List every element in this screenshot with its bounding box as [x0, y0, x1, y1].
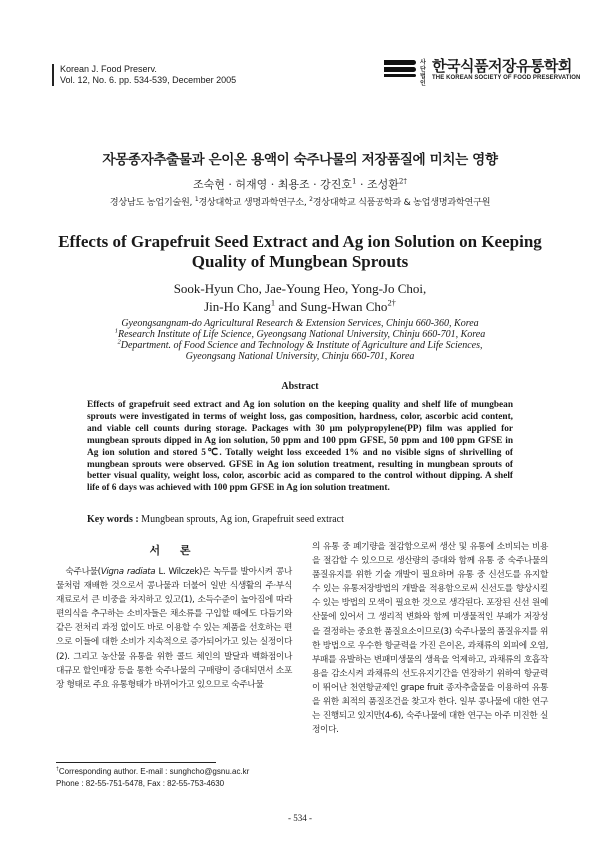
society-small-label: 사단법인	[420, 59, 426, 87]
keywords: Key words : Mungbean sprouts, Ag ion, Grapefruit seed extract	[87, 514, 344, 525]
english-authors: Sook-Hyun Cho, Jae-Young Heo, Yong-Jo Choi, Jin-Ho Kang$^1$ and Sung-Hwan Cho$^{2\dagger}$	[173, 281, 427, 314]
korean-affiliations: 경상남도 농업기술원, $^1$경상대학교 생명과학연구소, $^2$경상대학교 식품공학과 & 농업생명과학연구원	[109, 195, 491, 208]
journal-volume: Vol. 12, No. 6. pp. 534-539, December 2005	[60, 75, 237, 85]
footnote-divider	[56, 762, 216, 763]
journal-name: Korean J. Food Preserv.	[60, 64, 157, 74]
english-title: Effects of Grapefruit Seed Extract and Ag ion Solution on Keeping Quality of Mungbean Sprouts	[58, 232, 542, 271]
korean-authors: 조숙현 · 허재영 · 최용조 · 강진호$^1$ · 조성환$^{2\dagger}$	[192, 176, 408, 191]
page-number: - 534 -	[288, 813, 312, 823]
intro-left-column: 숙주나물(Vigna radiata L. Wilczek)은 녹두를 발아시켜 콩나물처럼 재배한 것으로서 콩나물과 더불어 일반 식생활의 주·부식 재료로서 큰 비중을 차지하고 있고(1), 소득수준이 높아짐에 따라 편의식을 추구하는 소비자들은 채소류를 구입할 때에도 다듬기와 같은 전처리 과정 없이도 바로 이용할 수 있는 제품을 선호하는 편으로 이들에 대한 소비가 지속적으로 증가되어가고 있는 실정이다(2). 그리고 농산물 유통을 위한 콜드 체인의 발달과 백화점이나 대규모 할인매장 등을 통한 숙주나물의 구매량이 증대되면서 소포장 형태로 주요 유통형태가 바뀌어가고 있으므로 숙주나물	[56, 567, 292, 690]
society-logo-block	[384, 58, 580, 87]
abstract-body: Effects of grapefruit seed extract and Ag ion solution on the keeping quality and shelf life of mungbean sprouts were investigated in terms of weight loss, gas composition, hardness, color, ascorbic acid content, and viable cell counts during storage. Packages with 30 μm polypropylene(PP) film was applied for mungbean sprouts dipped in Ag ion solution, 50 ppm and 100 ppm GFSE, 50 ppm and 100 ppm GFSE in Ag ion solution and stored 5℃. Totally weight loss exceeded 1% and no visible signs of shrivelling of mungbean sprouts were observed. GFSE in Ag ion solution treatment, resulting in mungbean sprouts of better visual quality, weight loss, color, ascorbic acid as compared to the control without dipping. A shelf life of 6 days was achieved with 100 ppm GFSE in Ag ion solution treatment.	[87, 400, 513, 494]
abstract-heading: Abstract	[281, 381, 319, 392]
korean-title: 자몽종자추출물과 은이온 용액이 숙주나물의 저장품질에 미치는 영향	[102, 152, 498, 168]
english-affiliations: Gyeongsangnam-do Agricultural Research & Extension Services, Chinju 660-360, Korea $^1$Research Institute of Life Science, Gyeongsang National University, Chinju 660-701, Korea $^2$Department. of Food Science and Technology & Institute of Agriculture and Life Sciences, Gyeongsang National University, Chinju 660-701, Korea	[114, 318, 486, 362]
species-name: Vigna radiata	[100, 567, 156, 577]
journal-citation	[52, 64, 236, 86]
intro-right-column: 의 유통 중 폐기량을 절감함으로써 생산 및 유통에 소비되는 비용을 절감할 수 있으므로 생산량의 증대와 함께 유통 중 숙주나물의 품질유지를 위한 기술 개발이 필요하며 유통 중 신선도를 유지할 수 있는 유통저장방법의 개발을 적용함으로써 신선도를 향상시킬 수 있는 방법의 모색이 필요한 것으로 생각된다. 포장된 신선 원예 산물에 있어서 그 생리적 변화와 함께 미생물적인 부패가 저장성을 결정하는 중요한 품질요소이므로(3) 숙주나물의 품질유지를 위한 방법으로 우수한 항균력을 가진 은이온, 과채류의 외피에 오염, 부패를 유발하는 변패미생물의 생육을 억제하고, 과채류의 호흡작용을 감소시켜 과채류의 선도유지기간을 연장하기 위하여 항균력이 뛰어난 천연항균제인 grape fruit 종자추출물을 이용하여 유통을 위한 최적의 품질조건을 찾고자 한다. 일부 콩나물에 대한 연구는 진행되고 있지만(4-6), 숙주나물에 대한 연구는 아주 미진한 실정이다.	[312, 542, 548, 736]
section-heading-intro: 서 론	[149, 544, 199, 557]
society-logo-icon	[384, 60, 416, 77]
footnote: †Corresponding author. E-mail : sunghcho@gsnu.ac.kr Phone : 82-55-751-5478, Fax : 82-55-753-4630	[56, 766, 250, 788]
society-korean-name: 한국식품저장유통학회	[432, 57, 572, 75]
society-english-name: THE KOREAN SOCIETY OF FOOD PRESERVATION	[432, 75, 581, 81]
